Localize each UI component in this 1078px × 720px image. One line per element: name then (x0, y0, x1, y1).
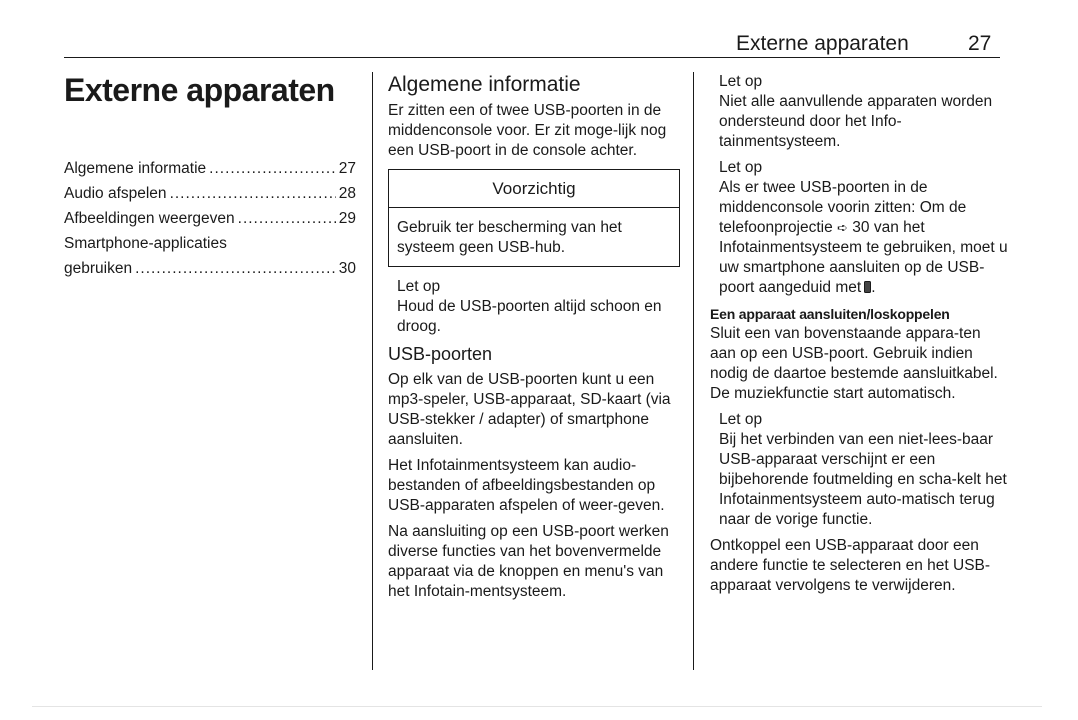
toc-leader-dots (135, 256, 336, 281)
toc-entry[interactable] (64, 231, 356, 281)
note-label: Let op (719, 73, 763, 90)
toc-entry-page: 28 (338, 185, 356, 202)
toc-leader-dots (209, 156, 336, 181)
toc-entry-page: 27 (338, 160, 356, 177)
toc-leader-dots (170, 181, 336, 206)
note-box (710, 410, 1010, 530)
toc-entry-page: 30 (338, 260, 356, 277)
toc-entry[interactable] (64, 206, 356, 231)
note-text: Niet alle aanvullende apparaten worden ondersteund door het Info-tainmentsysteem. (719, 93, 993, 150)
note-text: Als er twee USB-poorten in de middenconsole voorin zitten: Om de telefoonprojectie ➪ 30 van het Infotainmentsysteem te gebruiken, moet u uw smartphone aansluiten op de USB-poort aangeduid met . (719, 179, 1008, 296)
page-number: 27 (968, 32, 992, 55)
note-label: Let op (719, 411, 763, 428)
column-right (710, 72, 1010, 602)
section-heading-usb: USB-poorten (388, 344, 493, 364)
paragraph: Ontkoppel een USB-apparaat door een andere functie te selecteren en het USB-apparaat vervolgens te verwijderen. (710, 537, 991, 594)
note-text: Houd de USB-poorten altijd schoon en droog. (397, 298, 662, 335)
paragraph: Na aansluiting op een USB-poort werken diverse functies van het bovenvermelde apparaat via de knoppen en menu's van het Infotain-mentsysteem. (388, 523, 669, 600)
note-box (388, 277, 680, 337)
paragraph: Sluit een van bovenstaande appara-ten aan op een USB-poort. Gebruik indien nodig de daartoe bestemde aansluitkabel. De muziekfunctie start automatisch. (710, 325, 998, 402)
toc-entry-label: Afbeeldingen weergeven (64, 210, 235, 227)
toc-entry-page: 29 (338, 210, 356, 227)
caution-text: Gebruik ter bescherming van het systeem geen USB-hub. (397, 219, 622, 256)
toc-entry-label: Audio afspelen (64, 185, 167, 202)
note-box (710, 158, 1010, 298)
chapter-title: Externe apparaten (64, 72, 335, 108)
toc-entry-label: Algemene informatie (64, 160, 207, 177)
footer-divider (32, 706, 1042, 707)
note-label: Let op (719, 159, 763, 176)
note-box (710, 72, 1010, 152)
column-divider (693, 72, 694, 670)
header-divider (64, 57, 1000, 58)
table-of-contents (64, 156, 356, 281)
toc-entry-label-line1: Smartphone-applicaties (64, 235, 227, 252)
paragraph: Op elk van de USB-poorten kunt u een mp3-speler, USB-apparaat, SD-kaart (via USB-stekker / adapter) of smartphone aansluiten. (388, 371, 671, 448)
toc-entry[interactable] (64, 156, 356, 181)
section-heading-general: Algemene informatie (388, 73, 581, 96)
paragraph: Het Infotainmentsysteem kan audio-bestanden of afbeeldingsbestanden op USB-apparaten afspelen of weer-geven. (388, 457, 665, 514)
column-divider (372, 72, 373, 670)
running-header-title: Externe apparaten (736, 32, 909, 55)
toc-entry[interactable] (64, 181, 356, 206)
note-text: Bij het verbinden van een niet-lees-baar USB-apparaat verschijnt er een bijbehorende foutmelding en scha-kelt het Infotainmentsysteem auto-matisch terug naar de vorige functie. (719, 431, 1007, 528)
note-label: Let op (397, 278, 441, 295)
subheading-connect: Een apparaat aansluiten/loskoppelen (710, 306, 950, 322)
intro-paragraph: Er zitten een of twee USB-poorten in de middenconsole voor. Er zit moge-lijk nog een USB-poort in de console achter. (388, 102, 667, 159)
toc-entry-label: gebruiken (64, 260, 133, 277)
column-middle (388, 72, 680, 608)
caution-title: Voorzichtig (389, 170, 679, 208)
caution-box (388, 169, 680, 267)
toc-leader-dots (238, 206, 336, 231)
page-reference-arrow-icon[interactable]: ➪ (837, 220, 848, 235)
